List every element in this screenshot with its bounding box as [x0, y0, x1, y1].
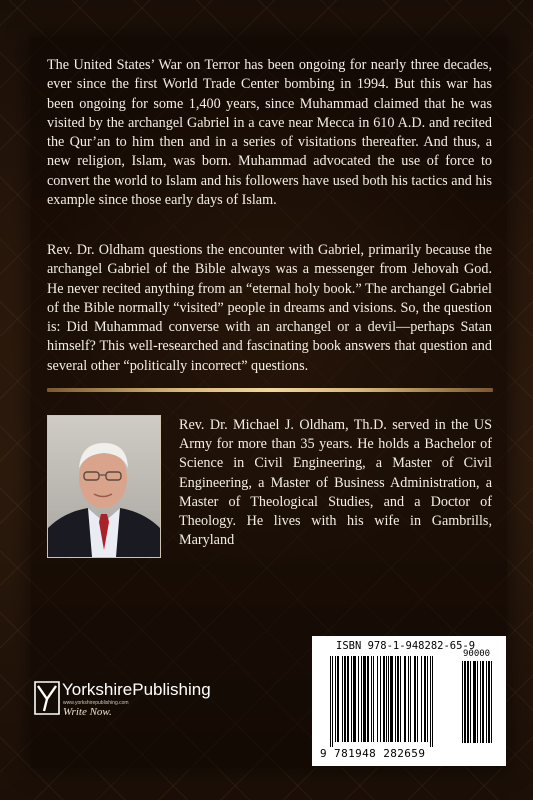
isbn-label: ISBN 978-1-948282-65-9	[336, 640, 476, 652]
yorkshire-publishing-y-icon	[33, 680, 61, 716]
author-photo	[47, 415, 161, 558]
barcode-digits: 9 781948 282659	[320, 747, 426, 760]
blurb-paragraph-1: The United States’ War on Terror has been ongoing for nearly three decades, ever since the first World Trade Center bombing in 1994. But this war has been ongoing for some 1,400 years, since Muhammad claimed that he was visited by the archangel Gabriel in a cave near Mecca in 610 A.D. and recited the Qur’an to him then and in a series of visitations thereafter. And thus, a new religion, Islam, was born. Muhammad advocated the use of force to convert the world to Islam and his followers have used both his tactics and his example since those early days of Islam.	[47, 57, 492, 209]
barcode-bars	[330, 656, 454, 748]
price-code: 90000	[463, 649, 491, 659]
price-barcode-bars	[462, 661, 498, 748]
publisher-logo	[33, 679, 233, 719]
isbn-barcode	[312, 636, 506, 766]
publisher-name: YorkshirePublishing	[62, 680, 211, 699]
publisher-url: www.yorkshirepublishing.com	[63, 700, 129, 706]
publisher-tagline: Write Now.	[63, 706, 112, 718]
gold-divider	[47, 388, 493, 392]
author-bio: Rev. Dr. Michael J. Oldham, Th.D. served in the US Army for more than 35 years. He holds a Bachelor of Science in Civil Engineering, a Master of Civil Engineering, a Master of Business Administration, a Master of Theological Studies, and a Doctor of Theology. He lives with his wife in Gambrills, Maryland	[179, 417, 492, 549]
blurb-paragraph-2: Rev. Dr. Oldham questions the encounter with Gabriel, primarily because the archangel Gabriel of the Bible always was a messenger from Jehovah God. He never recited anything from an “eternal holy book.” The archangel Gabriel of the Bible normally “visited” people in dreams and visions. So, the question is: Did Muhammad converse with an archangel or a devil—perhaps Satan himself? This well-researched and fascinating book answers that question and several other “politically incorrect” questions.	[47, 242, 492, 374]
